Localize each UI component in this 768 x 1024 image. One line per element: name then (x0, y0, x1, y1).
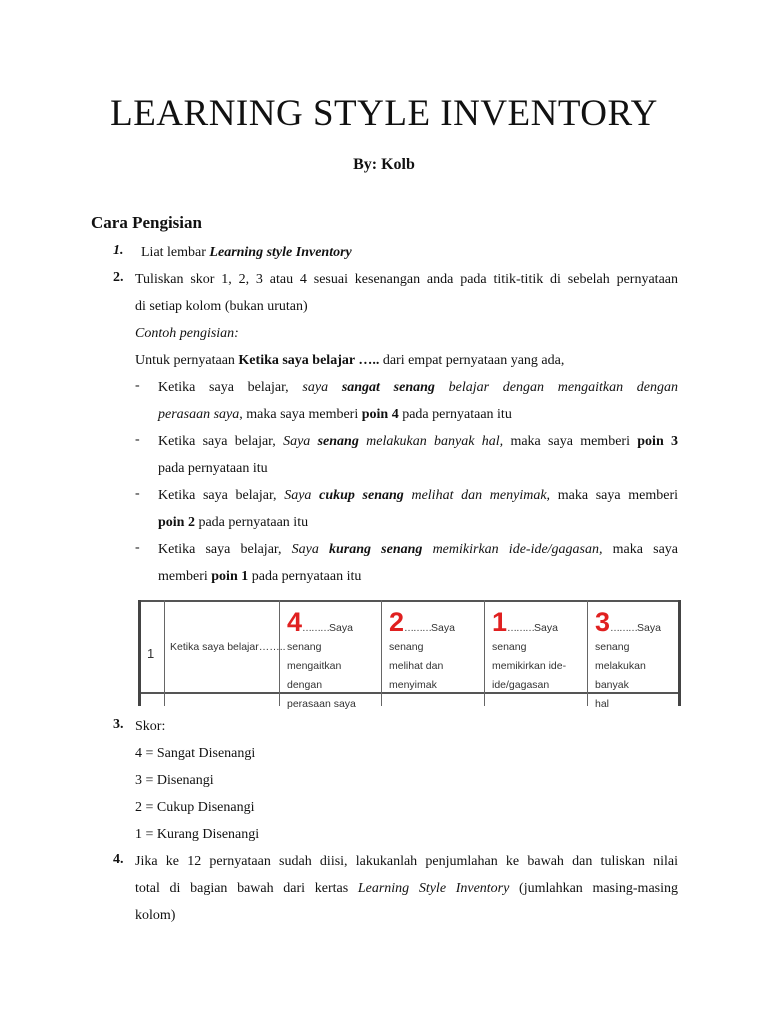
bullet-4-line-1: Ketika saya belajar, Saya kurang senang memikirkan ide-ide/gagasan, maka saya (158, 542, 678, 557)
bullet-dash: - (135, 432, 140, 447)
step-4-line-2: total di bagian bawah dari kertas Learning Style Inventory (jumlahkan masing-masing (135, 881, 678, 896)
section-heading: Cara Pengisian (91, 213, 202, 232)
table-top-border (138, 600, 681, 602)
score-label: Skor: (135, 719, 166, 734)
bullet-3-line-2: poin 2 pada pernyataan itu (158, 515, 309, 530)
example-heading: Contoh pengisian: (135, 326, 239, 341)
step-2-line-2: di setiap kolom (bukan urutan) (135, 299, 308, 314)
step-1-number: 1. (113, 243, 124, 258)
score-digit: 3 (595, 607, 611, 637)
bullet-dash: - (135, 378, 140, 393)
table-col-divider (484, 600, 485, 706)
example-intro-prefix: Untuk pernyataan (135, 353, 239, 368)
bullet-dash: - (135, 486, 140, 501)
author-byline: By: Kolb (353, 156, 415, 173)
step-2-line-1: Tuliskan skor 1, 2, 3 atau 4 sesuai kesenangan anda pada titik-titik di sebelah pernyataan (135, 272, 678, 287)
table-col-divider (164, 600, 165, 706)
score-item: 2 = Cukup Disenangi (135, 800, 255, 815)
step-1-title: Learning style Inventory (209, 245, 352, 260)
table-option-cell: 2………Saya senang melihat dan menyimak (389, 607, 455, 691)
step-2-number: 2. (113, 270, 124, 285)
example-intro-suffix: dari empat pernyataan yang ada, (379, 353, 565, 368)
score-item: 1 = Kurang Disenangi (135, 827, 260, 842)
score-digit: 4 (287, 607, 303, 637)
bullet-1-line-2: perasaan saya, maka saya memberi poin 4 pada pernyataan itu (158, 407, 512, 422)
bullet-3-line-1: Ketika saya belajar, Saya cukup senang melihat dan menyimak, maka saya memberi (158, 488, 678, 503)
score-digit: 2 (389, 607, 405, 637)
table-option-cell: 4………Saya senang mengaitkan dengan perasaan saya (287, 607, 356, 710)
step-1-prefix: Liat lembar (141, 245, 210, 260)
table-stem: Ketika saya belajar…….. (170, 641, 286, 653)
table-col-divider (381, 600, 382, 706)
step-4-number: 4. (113, 852, 124, 867)
step-4-line-3: kolom) (135, 908, 176, 923)
bullet-4-line-2: memberi poin 1 pada pernyataan itu (158, 569, 362, 584)
step-3-number: 3. (113, 717, 124, 732)
bullet-1-line-1: Ketika saya belajar, saya sangat senang belajar dengan mengaitkan dengan (158, 380, 679, 395)
example-intro (135, 351, 564, 371)
step-1-text (141, 243, 352, 263)
table-option-cell: 1………Saya senang memikirkan ide- ide/gagasan (492, 607, 567, 691)
table-row-number: 1 (147, 646, 155, 661)
bullet-dash: - (135, 540, 140, 555)
score-item: 4 = Sangat Disenangi (135, 746, 256, 761)
score-digit: 1 (492, 607, 508, 637)
table-left-border (138, 600, 141, 706)
document-title: LEARNING STYLE INVENTORY (110, 93, 658, 134)
table-option-cell: 3………Saya senang melakukan banyak hal (595, 607, 661, 710)
example-intro-stem: Ketika saya belajar ….. (238, 353, 380, 368)
score-item: 3 = Disenangi (135, 773, 214, 788)
table-col-divider (587, 600, 588, 706)
example-table (138, 600, 681, 710)
bullet-2-line-2: pada pernyataan itu (158, 461, 268, 476)
bullet-2-line-1: Ketika saya belajar, Saya senang melakukan banyak hal, maka saya memberi poin 3 (158, 434, 679, 449)
step-4-line-1: Jika ke 12 pernyataan sudah diisi, lakukanlah penjumlahan ke bawah dan tuliskan nilai (135, 854, 678, 869)
